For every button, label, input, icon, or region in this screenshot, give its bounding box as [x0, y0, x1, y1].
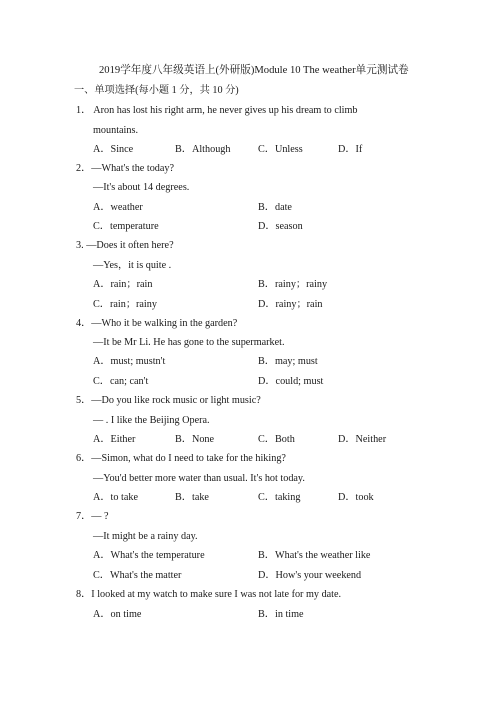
question-5-stem: 5．—Do you like rock music or light music?	[76, 395, 261, 406]
question-4-option-a: A．must; mustn't	[93, 356, 166, 367]
question-1-option-d: D．If	[338, 144, 363, 155]
question-1-option-a: A．Since	[93, 144, 134, 155]
question-6-option-b: B．take	[175, 492, 209, 503]
question-6-stem: 6．—Simon, what do I need to take for the hiking?	[76, 453, 286, 464]
question-3-option-d: D．rainy；rain	[258, 299, 323, 310]
question-3-response: —Yes，it is quite .	[93, 260, 172, 271]
question-2-stem: 2．—What's the today?	[76, 163, 175, 174]
question-4-stem: 4．—Who it be walking in the garden?	[76, 318, 238, 329]
question-6-option-d: D．took	[338, 492, 374, 503]
document-title: 2019学年度八年级英语上(外研版)Module 10 The weather单元测试卷	[99, 65, 409, 76]
question-2-response: —It's about 14 degrees.	[93, 182, 190, 193]
question-1-option-b: B．Although	[175, 144, 231, 155]
question-7-option-b: B．What's the weather like	[258, 550, 371, 561]
question-7-option-a: A．What's the temperature	[93, 550, 205, 561]
question-6-response: —You'd better more water than usual. It's hot today.	[93, 473, 305, 484]
question-4-option-b: B．may; must	[258, 356, 318, 367]
question-3-option-c: C．rain；rainy	[93, 299, 157, 310]
question-4-option-d: D．could; must	[258, 376, 324, 387]
question-8-option-b: B．in time	[258, 609, 304, 620]
question-2-option-c: C．temperature	[93, 221, 159, 232]
question-7-response: —It might be a rainy day.	[93, 531, 198, 542]
question-1-stem: 1． Aron has lost his right arm, he never gives up his dream to climb	[76, 105, 358, 116]
question-7-option-d: D．How's your weekend	[258, 570, 362, 581]
question-5-option-c: C．Both	[258, 434, 295, 445]
question-2-option-d: D．season	[258, 221, 303, 232]
question-2-option-b: B．date	[258, 202, 292, 213]
question-2-option-a: A．weather	[93, 202, 143, 213]
question-5-option-d: D．Neither	[338, 434, 387, 445]
question-6-option-c: C．taking	[258, 492, 301, 503]
section-heading: 一、单项选择(每小题 1 分，共 10 分)	[74, 85, 239, 96]
question-1-option-c: C．Unless	[258, 144, 303, 155]
question-8-option-a: A．on time	[93, 609, 142, 620]
question-5-response: — . I like the Beijing Opera.	[93, 415, 210, 426]
question-5-option-a: A．Either	[93, 434, 136, 445]
question-6-option-a: A．to take	[93, 492, 138, 503]
question-7-stem: 7．— ?	[76, 511, 109, 522]
question-4-response: —It be Mr Li. He has gone to the supermarket.	[93, 337, 285, 348]
question-8-stem: 8．I looked at my watch to make sure I was not late for my date.	[76, 589, 342, 600]
question-7-option-c: C．What's the matter	[93, 570, 182, 581]
question-3-option-a: A．rain；rain	[93, 279, 153, 290]
question-3-stem: 3. —Does it often here?	[76, 240, 174, 251]
question-1-stem-continued: mountains.	[93, 125, 138, 136]
question-5-option-b: B．None	[175, 434, 215, 445]
question-3-option-b: B．rainy；rainy	[258, 279, 328, 290]
question-4-option-c: C．can; can't	[93, 376, 149, 387]
